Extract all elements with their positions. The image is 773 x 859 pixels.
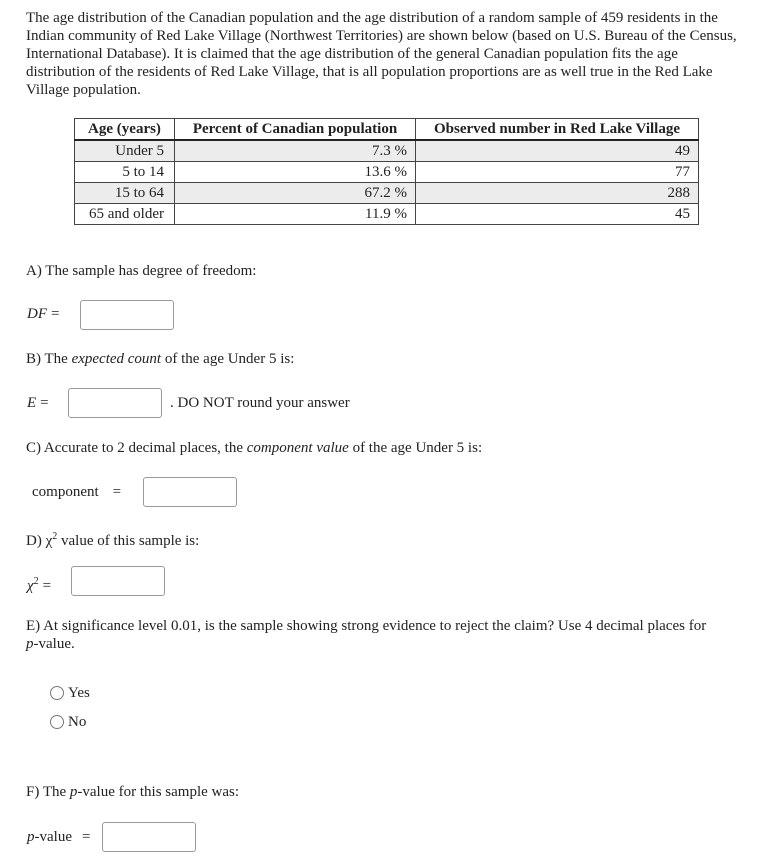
radio-yes-label: Yes bbox=[68, 685, 90, 701]
percent-cell: 11.9 % bbox=[175, 204, 416, 225]
observed-cell: 288 bbox=[416, 183, 699, 204]
df-label bbox=[27, 304, 59, 324]
question-e-emphasis: p bbox=[26, 636, 34, 652]
chi-square-equals: = bbox=[42, 578, 52, 594]
question-f-emphasis: p bbox=[69, 784, 78, 800]
component-input[interactable] bbox=[143, 477, 237, 507]
df-input[interactable] bbox=[80, 300, 174, 330]
question-c-suffix: of the age Under 5 is: bbox=[348, 440, 483, 456]
p-value-label-suffix: -value bbox=[34, 829, 72, 845]
question-b-text bbox=[26, 350, 294, 368]
table-row bbox=[75, 183, 699, 204]
observed-cell: 45 bbox=[416, 204, 699, 225]
component-label bbox=[32, 482, 121, 502]
observed-cell: 49 bbox=[416, 140, 699, 162]
radio-yes[interactable] bbox=[50, 684, 90, 702]
question-e-text-part1: E) At significance level 0.01, is the sample showing strong evidence to reject the claim? Use 4 decimal places for bbox=[26, 618, 707, 634]
radio-circle-icon[interactable] bbox=[50, 715, 64, 729]
question-b-suffix: of the age Under 5 is: bbox=[161, 351, 295, 367]
question-b-emphasis: expected count bbox=[71, 351, 162, 367]
radio-no-label: No bbox=[68, 714, 87, 730]
column-header-observed: Observed number in Red Lake Village bbox=[416, 119, 699, 141]
radio-no[interactable] bbox=[50, 713, 86, 731]
chi-square-superscript: 2 bbox=[33, 576, 39, 587]
radio-circle-icon[interactable] bbox=[50, 686, 64, 700]
expected-label-text: E bbox=[27, 395, 37, 411]
df-label-text: DF bbox=[27, 306, 47, 322]
question-f-suffix: -value for this sample was: bbox=[77, 784, 240, 800]
age-cell: 65 and older bbox=[75, 204, 175, 225]
component-equals: = bbox=[112, 484, 122, 500]
age-cell: Under 5 bbox=[75, 140, 175, 162]
table-row bbox=[75, 204, 699, 225]
column-header-age: Age (years) bbox=[75, 119, 175, 141]
expected-label bbox=[27, 393, 49, 413]
expected-equals: = bbox=[40, 395, 49, 411]
question-d-prefix: D) χ bbox=[26, 533, 53, 549]
question-d-suffix: value of this sample is: bbox=[57, 533, 200, 549]
expected-count-input[interactable] bbox=[68, 388, 162, 418]
age-distribution-table bbox=[74, 118, 699, 225]
component-label-text: component bbox=[32, 484, 99, 500]
percent-cell: 13.6 % bbox=[175, 162, 416, 183]
p-value-label bbox=[27, 827, 90, 847]
question-e-text bbox=[26, 617, 716, 653]
percent-cell: 67.2 % bbox=[175, 183, 416, 204]
question-d-text bbox=[26, 528, 199, 550]
question-d-superscript: 2 bbox=[52, 531, 58, 542]
question-a-text: A) The sample has degree of freedom: bbox=[26, 263, 257, 279]
table-row bbox=[75, 140, 699, 162]
p-value-equals: = bbox=[81, 829, 91, 845]
age-cell: 5 to 14 bbox=[75, 162, 175, 183]
question-f-prefix: F) The bbox=[26, 784, 70, 800]
question-c-text bbox=[26, 439, 482, 457]
df-equals: = bbox=[51, 306, 60, 322]
question-c-prefix: C) Accurate to 2 decimal places, the bbox=[26, 440, 247, 456]
p-value-input[interactable] bbox=[102, 822, 196, 852]
question-e-text-part2: -value. bbox=[33, 636, 75, 652]
percent-cell: 7.3 % bbox=[175, 140, 416, 162]
question-c-emphasis: component value bbox=[246, 440, 349, 456]
question-f-text bbox=[26, 783, 239, 801]
question-b-prefix: B) The bbox=[26, 351, 72, 367]
rounding-note: . DO NOT round your answer bbox=[170, 395, 350, 411]
column-header-percent: Percent of Canadian population bbox=[175, 119, 416, 141]
observed-cell: 77 bbox=[416, 162, 699, 183]
table-header-row bbox=[75, 119, 699, 141]
chi-square-symbol: χ bbox=[27, 578, 34, 594]
chi-square-input[interactable] bbox=[71, 566, 165, 596]
p-value-label-p: p bbox=[27, 829, 35, 845]
chi-square-label bbox=[27, 572, 51, 596]
problem-intro: The age distribution of the Canadian population and the age distribution of a random sample of 459 residents in the Indian community of Red Lake Village (Northwest Territories) are shown below (based on U.S. Bureau of the Census, International Database). It is claimed that the age distribution of the general Canadian population fits the age distribution of the residents of Red Lake Village, that is all population proportions are as well true in the Red Lake Village population. bbox=[26, 10, 737, 98]
table-row bbox=[75, 162, 699, 183]
age-cell: 15 to 64 bbox=[75, 183, 175, 204]
